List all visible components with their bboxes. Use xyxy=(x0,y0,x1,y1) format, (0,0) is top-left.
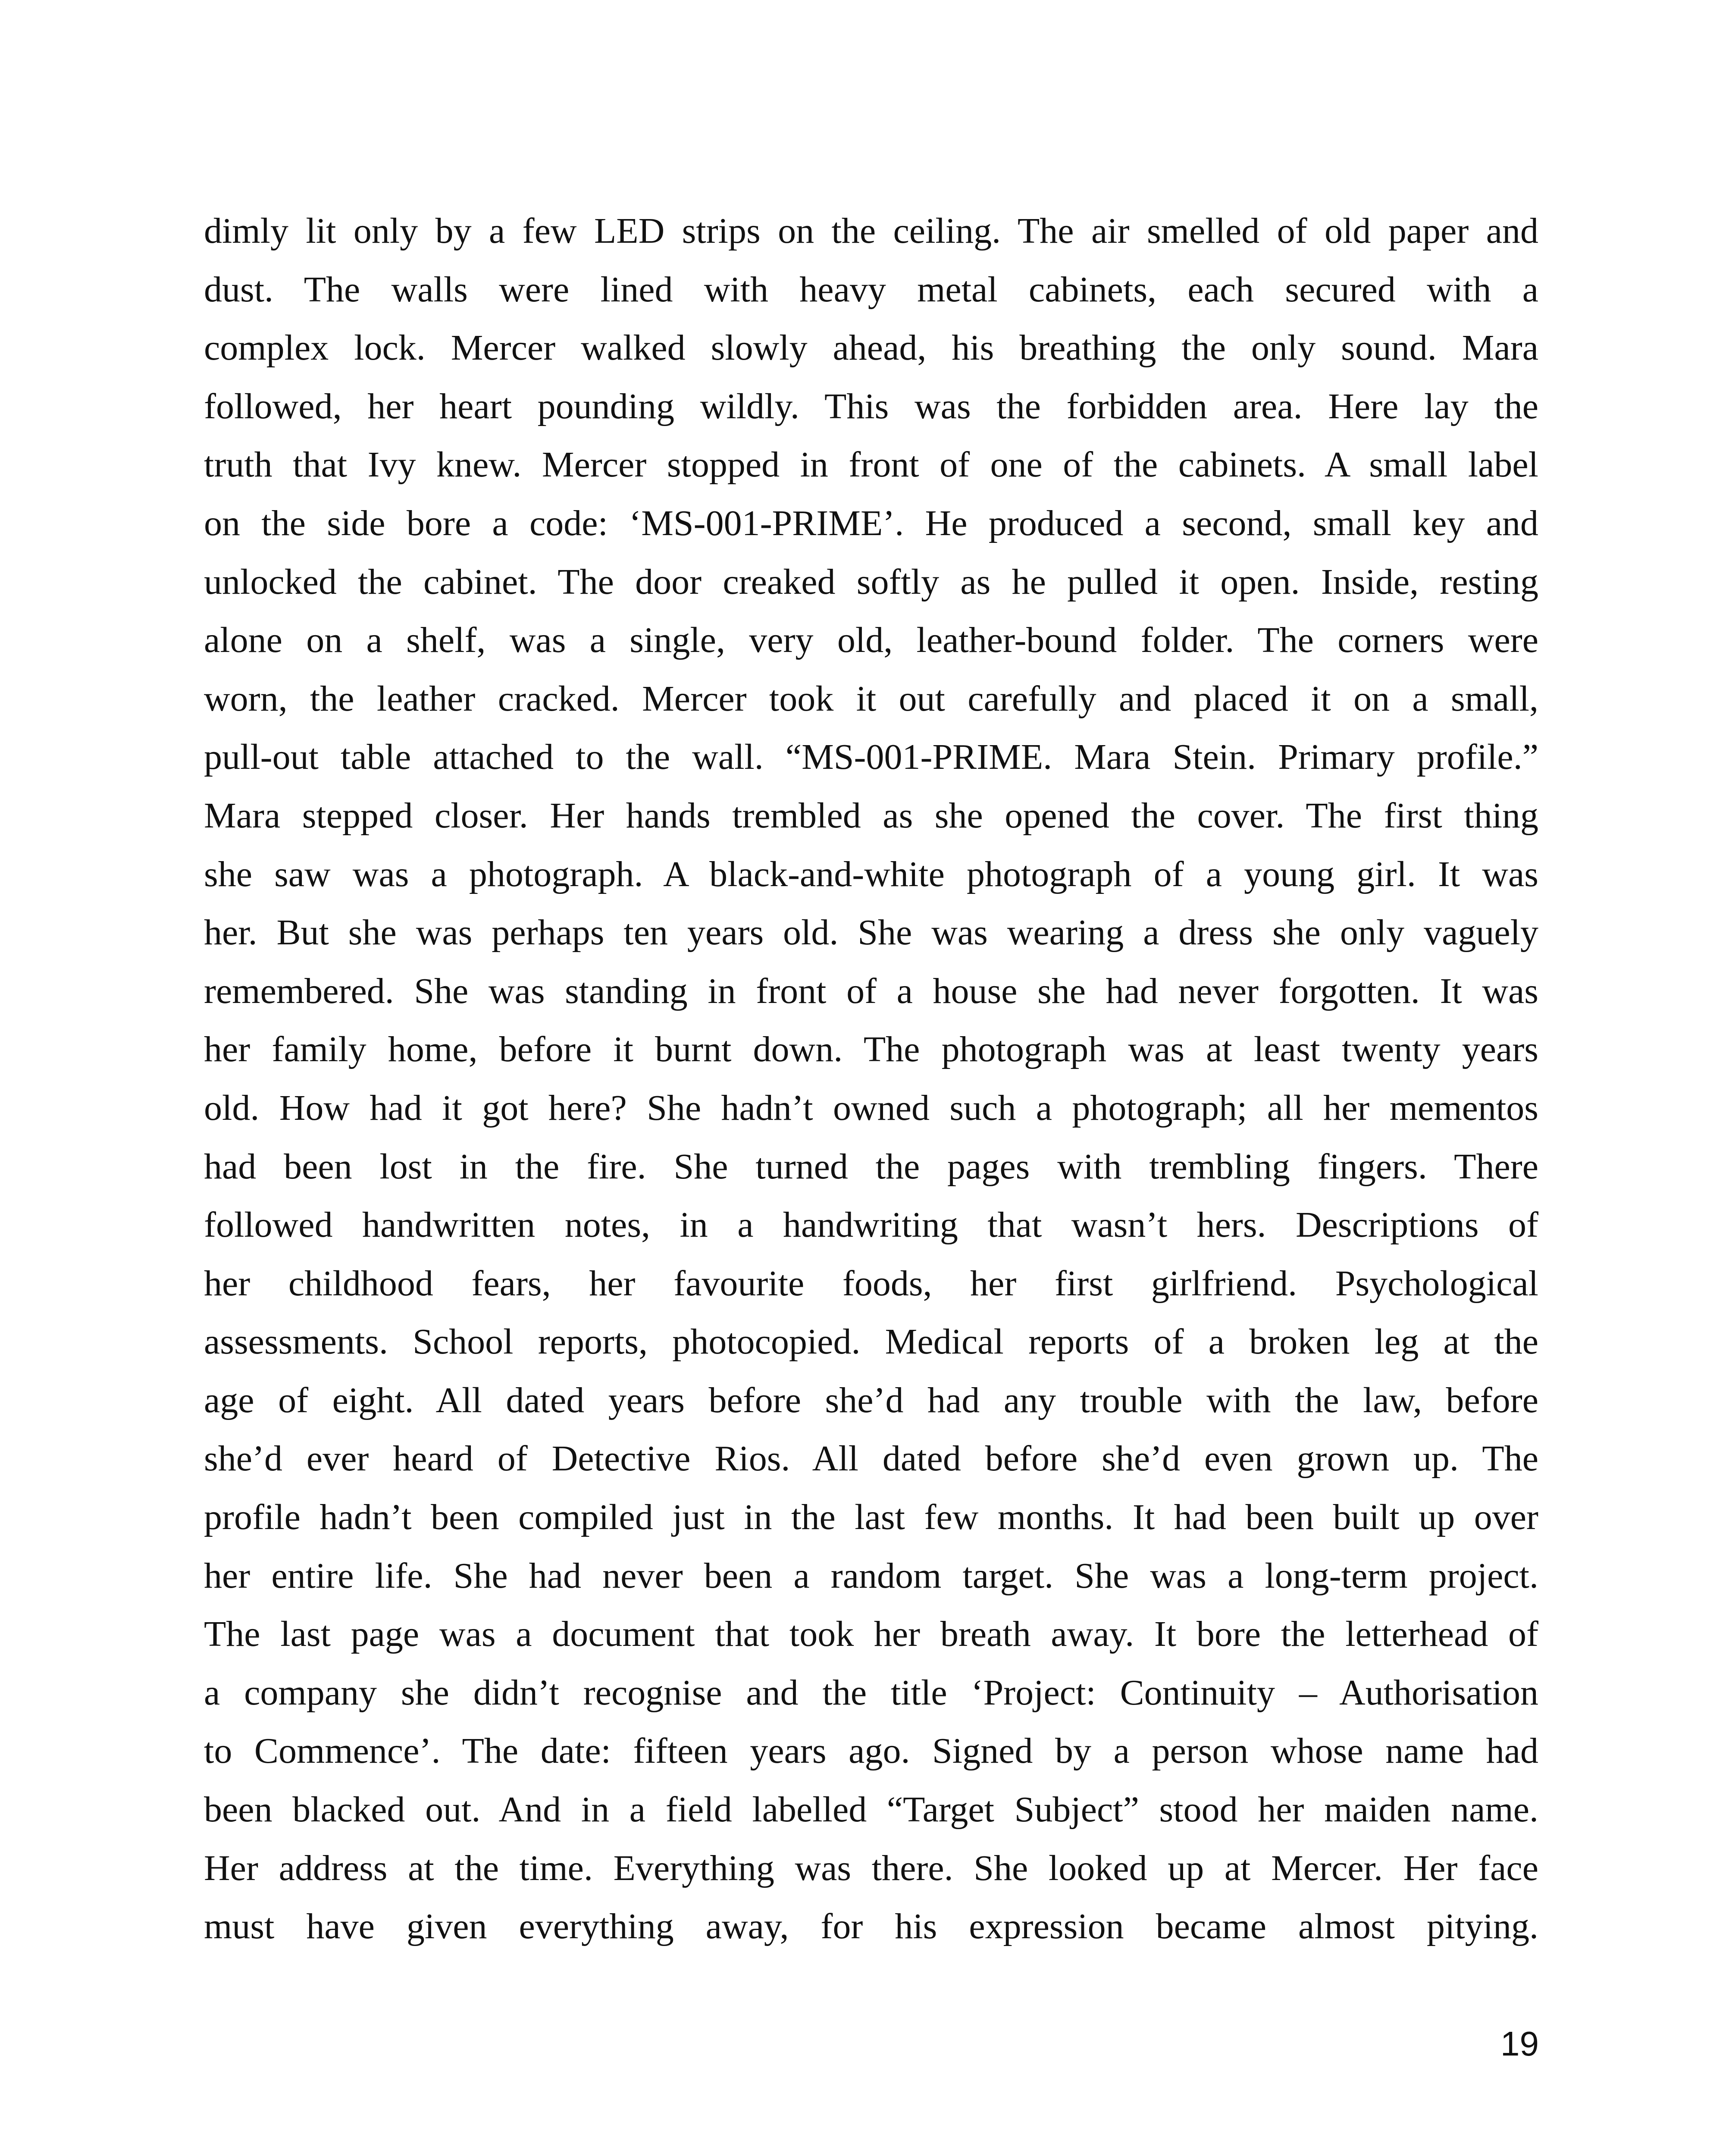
text-line: been blacked out. And in a field labelled “Target Subject” stood her maiden name. xyxy=(204,1789,1538,1830)
text-line: her. But she was perhaps ten years old. She was wearing a dress she only vaguely xyxy=(204,912,1538,953)
text-line: truth that Ivy knew. Mercer stopped in front of one of the cabinets. A small label xyxy=(204,445,1538,485)
text-line: old. How had it got here? She hadn’t owned such a photograph; all her mementos xyxy=(204,1087,1538,1128)
text-line: complex lock. Mercer walked slowly ahead, his breathing the only sound. Mara xyxy=(204,328,1538,368)
text-line: followed, her heart pounding wildly. This was the forbidden area. Here lay the xyxy=(204,386,1538,426)
text-line: she’d ever heard of Detective Rios. All dated before she’d even grown up. The xyxy=(204,1438,1538,1479)
text-line: profile hadn’t been compiled just in the last few months. It had been built up over xyxy=(204,1497,1538,1538)
text-line: pull-out table attached to the wall. “MS-001-PRIME. Mara Stein. Primary profile.” xyxy=(204,737,1538,777)
text-line: on the side bore a code: ‘MS-001-PRIME’. He produced a second, small key and xyxy=(204,503,1538,543)
text-line: Mara stepped closer. Her hands trembled as she opened the cover. The first thing xyxy=(204,795,1538,836)
text-line: followed handwritten notes, in a handwriting that wasn’t hers. Descriptions of xyxy=(204,1205,1538,1245)
body-text xyxy=(204,202,1538,1956)
text-line: her family home, before it burnt down. The photograph was at least twenty years xyxy=(204,1029,1538,1070)
text-line: unlocked the cabinet. The door creaked softly as he pulled it open. Inside, resting xyxy=(204,561,1538,602)
text-line: she saw was a photograph. A black-and-white photograph of a young girl. It was xyxy=(204,854,1538,894)
text-line: must have given everything away, for his expression became almost pitying. xyxy=(204,1906,1538,1947)
text-line: Her address at the time. Everything was there. She looked up at Mercer. Her face xyxy=(204,1848,1538,1888)
text-line: to Commence’. The date: fifteen years ago. Signed by a person whose name had xyxy=(204,1731,1538,1771)
text-line: remembered. She was standing in front of a house she had never forgotten. It was xyxy=(204,971,1538,1011)
text-line: alone on a shelf, was a single, very old, leather-bound folder. The corners were xyxy=(204,620,1538,661)
text-line: dimly lit only by a few LED strips on the ceiling. The air smelled of old paper and xyxy=(204,211,1538,251)
text-line: her childhood fears, her favourite foods, her first girlfriend. Psychological xyxy=(204,1263,1538,1304)
text-line: The last page was a document that took her breath away. It bore the letterhead of xyxy=(204,1614,1538,1655)
text-line: worn, the leather cracked. Mercer took it out carefully and placed it on a small, xyxy=(204,678,1538,719)
text-line: a company she didn’t recognise and the title ‘Project: Continuity – Authorisation xyxy=(204,1672,1538,1713)
text-line: age of eight. All dated years before she’d had any trouble with the law, before xyxy=(204,1380,1538,1420)
text-line: had been lost in the fire. She turned the pages with trembling fingers. There xyxy=(204,1146,1538,1187)
page-number: 19 xyxy=(1500,2024,1539,2063)
text-line: her entire life. She had never been a random target. She was a long-term project. xyxy=(204,1555,1538,1596)
text-line: assessments. School reports, photocopied. Medical reports of a broken leg at the xyxy=(204,1322,1538,1362)
text-line: dust. The walls were lined with heavy metal cabinets, each secured with a xyxy=(204,269,1538,310)
